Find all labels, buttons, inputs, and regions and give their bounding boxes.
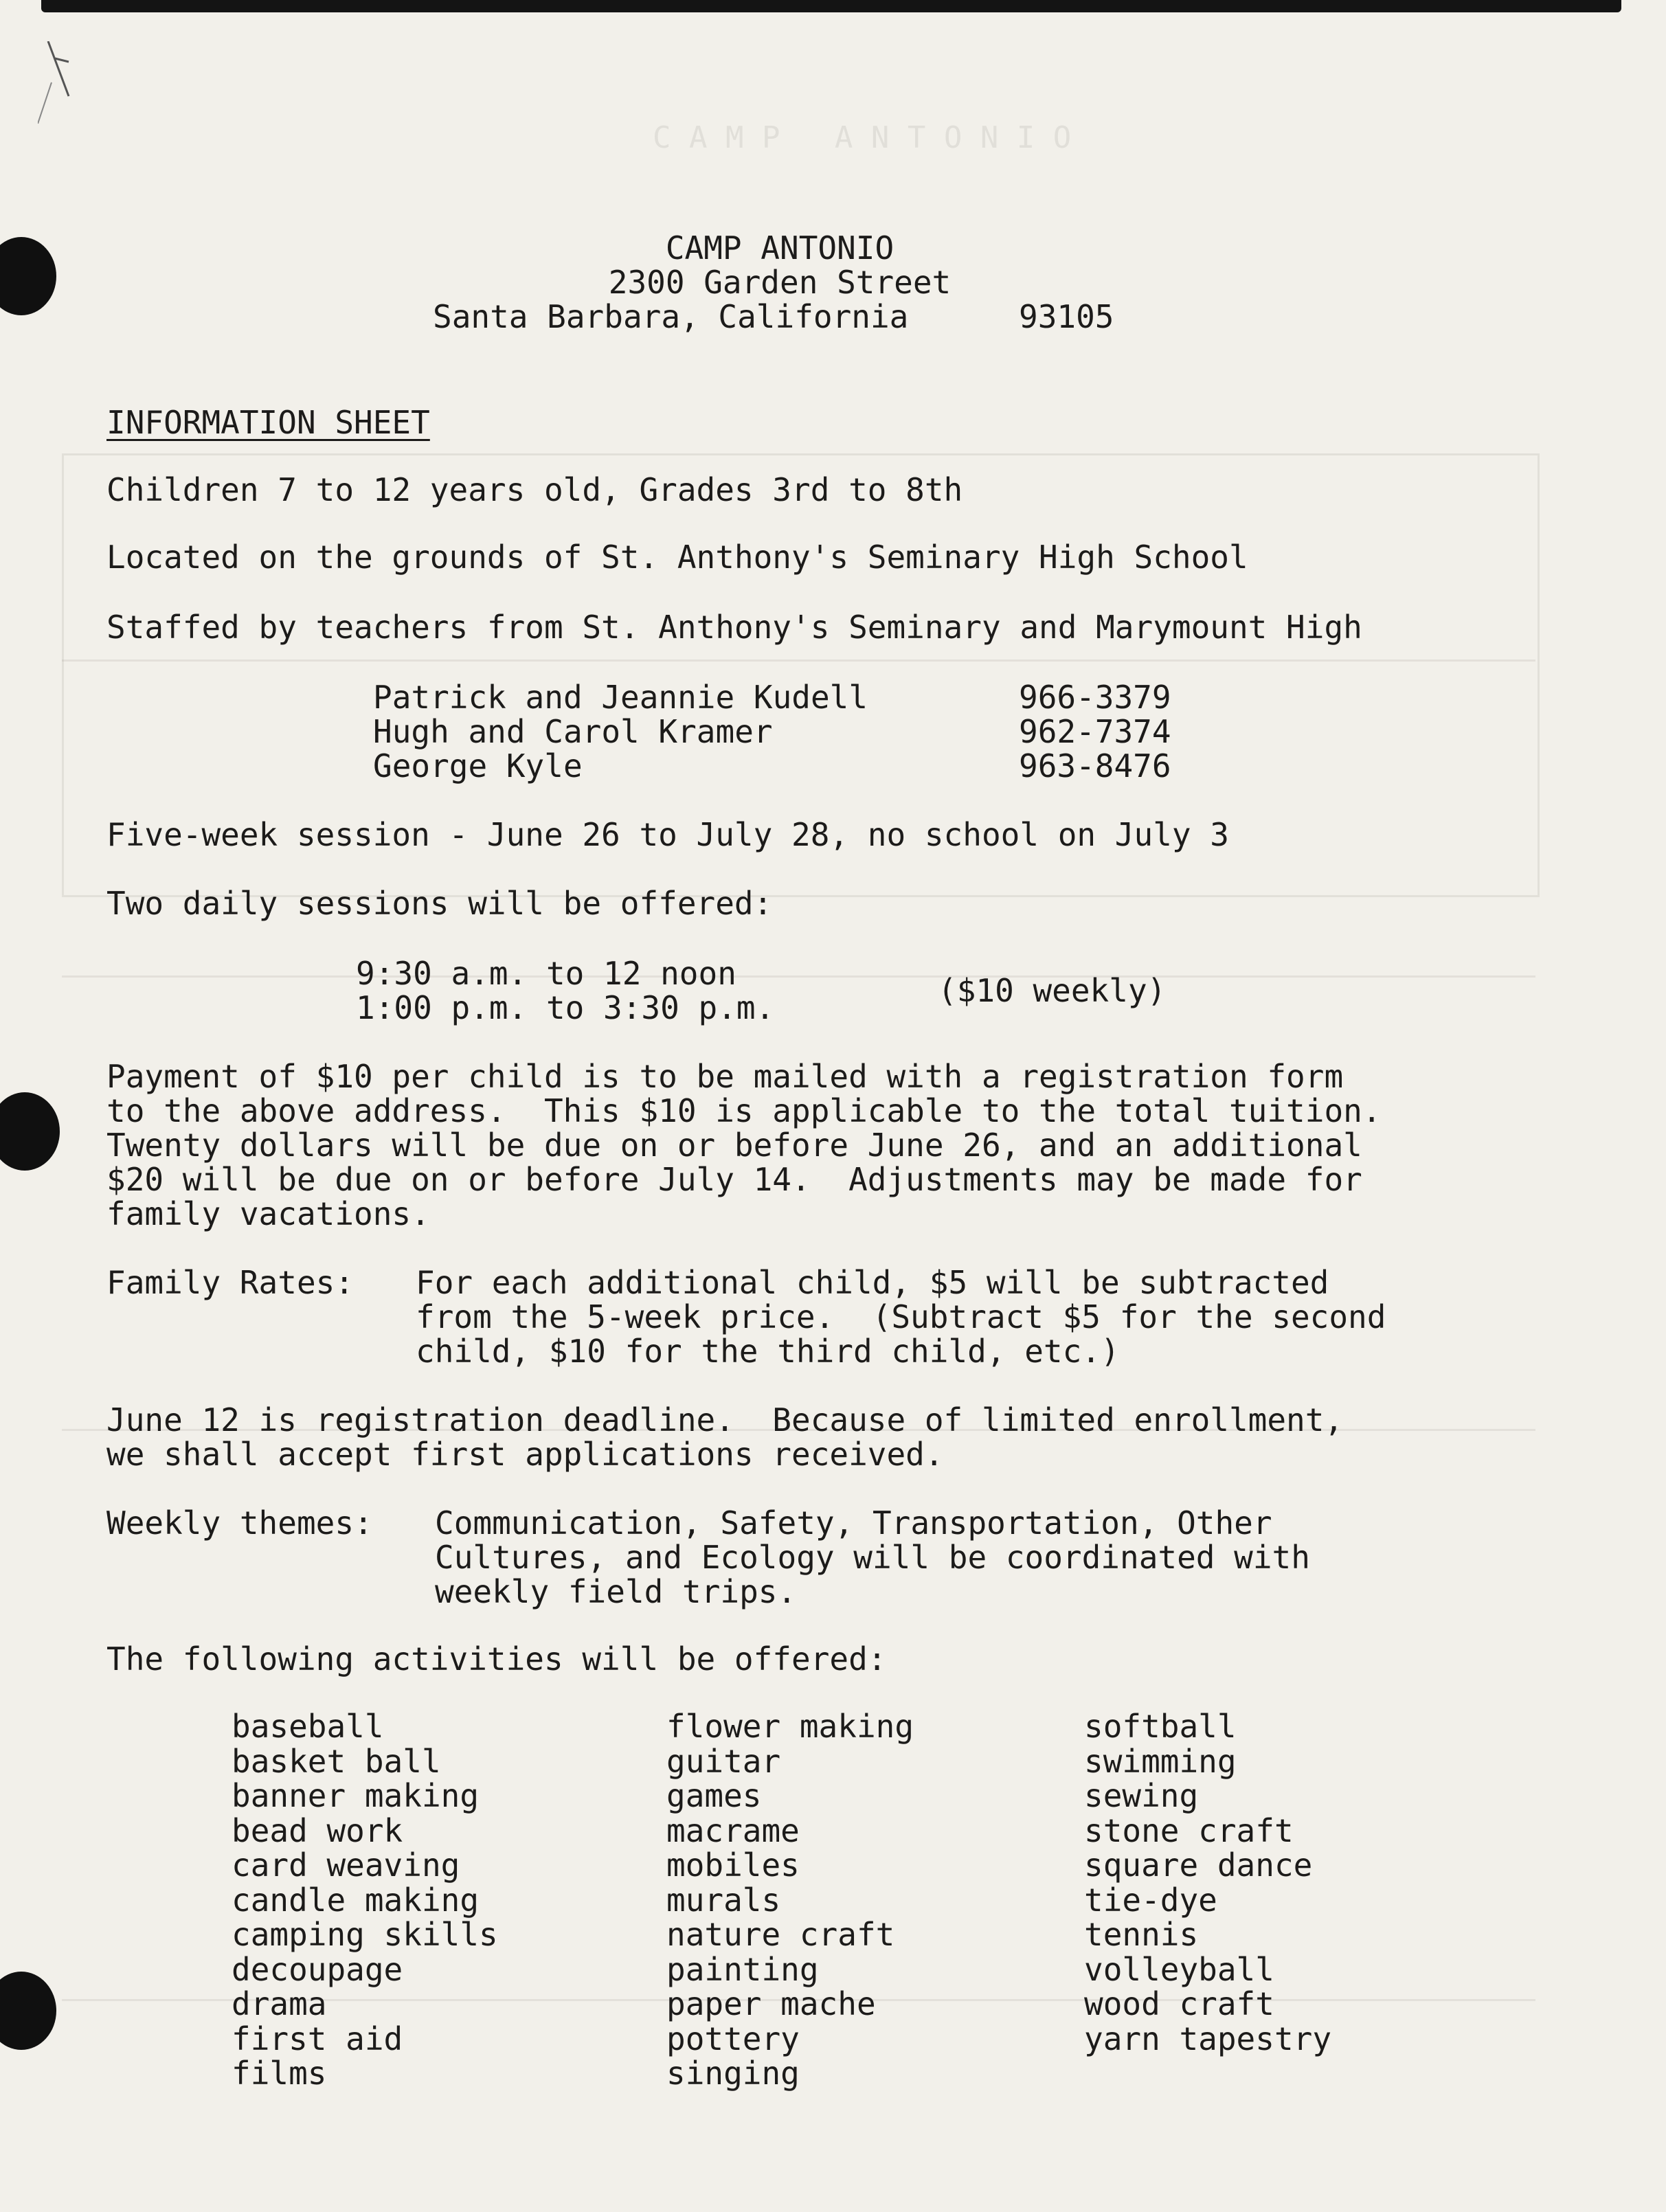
activity-item: tie-dye (1084, 1881, 1217, 1919)
session-time-morning: 9:30 a.m. to 12 noon (356, 955, 736, 992)
session-line: Five-week session - June 26 to July 28, no school on July 3 (106, 816, 1229, 853)
show-through-line (62, 659, 1535, 662)
activity-item: mobiles (666, 1847, 800, 1884)
activities-column-1 (232, 1709, 498, 2091)
activity-item: volleyball (1084, 1950, 1274, 1988)
show-through-line (62, 975, 1535, 978)
weekly-themes-line: weekly field trips. (435, 1573, 797, 1610)
payment-line: Twenty dollars will be due on or before June 26, and an additional (106, 1127, 1362, 1164)
contact-phone: 966-3379 (1019, 679, 1171, 716)
payment-line: family vacations. (106, 1195, 430, 1232)
location-line: Located on the grounds of St. Anthony's Seminary High School (106, 539, 1248, 576)
activity-item: basket ball (232, 1742, 441, 1780)
session-price: ($10 weekly) (938, 972, 1167, 1009)
activity-item: flower making (666, 1708, 914, 1745)
payment-line: to the above address. This $10 is applicable to the total tuition. (106, 1092, 1382, 1129)
activity-item: first aid (232, 2020, 403, 2057)
activity-item: softball (1084, 1708, 1237, 1745)
activity-item: square dance (1084, 1847, 1313, 1884)
city-state: Santa Barbara, California (433, 298, 909, 335)
family-rates-line: For each additional child, $5 will be subtracted (416, 1264, 1329, 1301)
activity-item: macrame (666, 1812, 800, 1849)
activity-item: bead work (232, 1812, 403, 1849)
deadline-line: June 12 is registration deadline. Because of limited enrollment, (106, 1401, 1344, 1438)
weekly-themes-line: Communication, Safety, Transportation, Other (435, 1504, 1272, 1542)
activity-item: games (666, 1777, 762, 1814)
family-rates-line: from the 5-week price. (Subtract $5 for the second (416, 1298, 1386, 1335)
camp-name: CAMP ANTONIO (665, 229, 894, 267)
deadline-line: we shall accept first applications received. (106, 1436, 944, 1473)
activity-item: singing (666, 2055, 800, 2092)
binder-hole-middle (0, 1092, 60, 1171)
weekly-themes-line: Cultures, and Ecology will be coordinated with (435, 1539, 1310, 1576)
contact-name: Hugh and Carol Kramer (373, 713, 773, 750)
activity-item: camping skills (232, 1916, 498, 1953)
staff-line: Staffed by teachers from St. Anthony's Seminary and Marymount High (106, 609, 1362, 646)
session-time-afternoon: 1:00 p.m. to 3:30 p.m. (356, 989, 775, 1026)
activity-item: paper mache (666, 1985, 876, 2022)
activity-item: tennis (1084, 1916, 1199, 1953)
ages-line: Children 7 to 12 years old, Grades 3rd to 8th (106, 471, 963, 508)
activity-item: candle making (232, 1881, 480, 1919)
contact-name: Patrick and Jeannie Kudell (373, 679, 868, 716)
activities-column-2 (666, 1709, 914, 2091)
activity-item: drama (232, 1985, 327, 2022)
contact-phone: 963-8476 (1019, 747, 1171, 785)
activity-item: murals (666, 1881, 781, 1919)
payment-line: $20 will be due on or before July 14. Adjustments may be made for (106, 1161, 1362, 1198)
activity-item: painting (666, 1950, 819, 1988)
activity-item: nature craft (666, 1916, 895, 1953)
activity-item: wood craft (1084, 1985, 1274, 2022)
activity-item: stone craft (1084, 1812, 1294, 1849)
family-rates-label: Family Rates: (106, 1264, 354, 1301)
activity-item: baseball (232, 1708, 384, 1745)
activity-item: decoupage (232, 1950, 403, 1988)
activities-intro: The following activities will be offered: (106, 1640, 887, 1678)
activity-item: films (232, 2055, 327, 2092)
daily-sessions-intro: Two daily sessions will be offered: (106, 885, 773, 922)
payment-line: Payment of $10 per child is to be mailed with a registration form (106, 1058, 1344, 1095)
activity-item: card weaving (232, 1847, 460, 1884)
activity-item: yarn tapestry (1084, 2020, 1332, 2057)
activity-item: banner making (232, 1777, 480, 1814)
activities-column-3 (1084, 1709, 1331, 2056)
zip-code: 93105 (1019, 298, 1114, 335)
activity-item: sewing (1084, 1777, 1199, 1814)
pen-mark (38, 41, 79, 124)
activity-item: guitar (666, 1742, 781, 1780)
street-address: 2300 Garden Street (608, 264, 952, 301)
contact-phone: 962-7374 (1019, 713, 1171, 750)
binder-hole-bottom (0, 1972, 56, 2050)
weekly-themes-label: Weekly themes: (106, 1504, 373, 1542)
show-through-text: C A M P A N T O N I O (653, 120, 1072, 155)
section-title: INFORMATION SHEET (106, 404, 430, 441)
contact-name: George Kyle (373, 747, 583, 785)
family-rates-line: child, $10 for the third child, etc.) (416, 1333, 1120, 1370)
activity-item: pottery (666, 2020, 800, 2057)
top-edge-bar (41, 0, 1621, 12)
activity-item: swimming (1084, 1742, 1237, 1780)
